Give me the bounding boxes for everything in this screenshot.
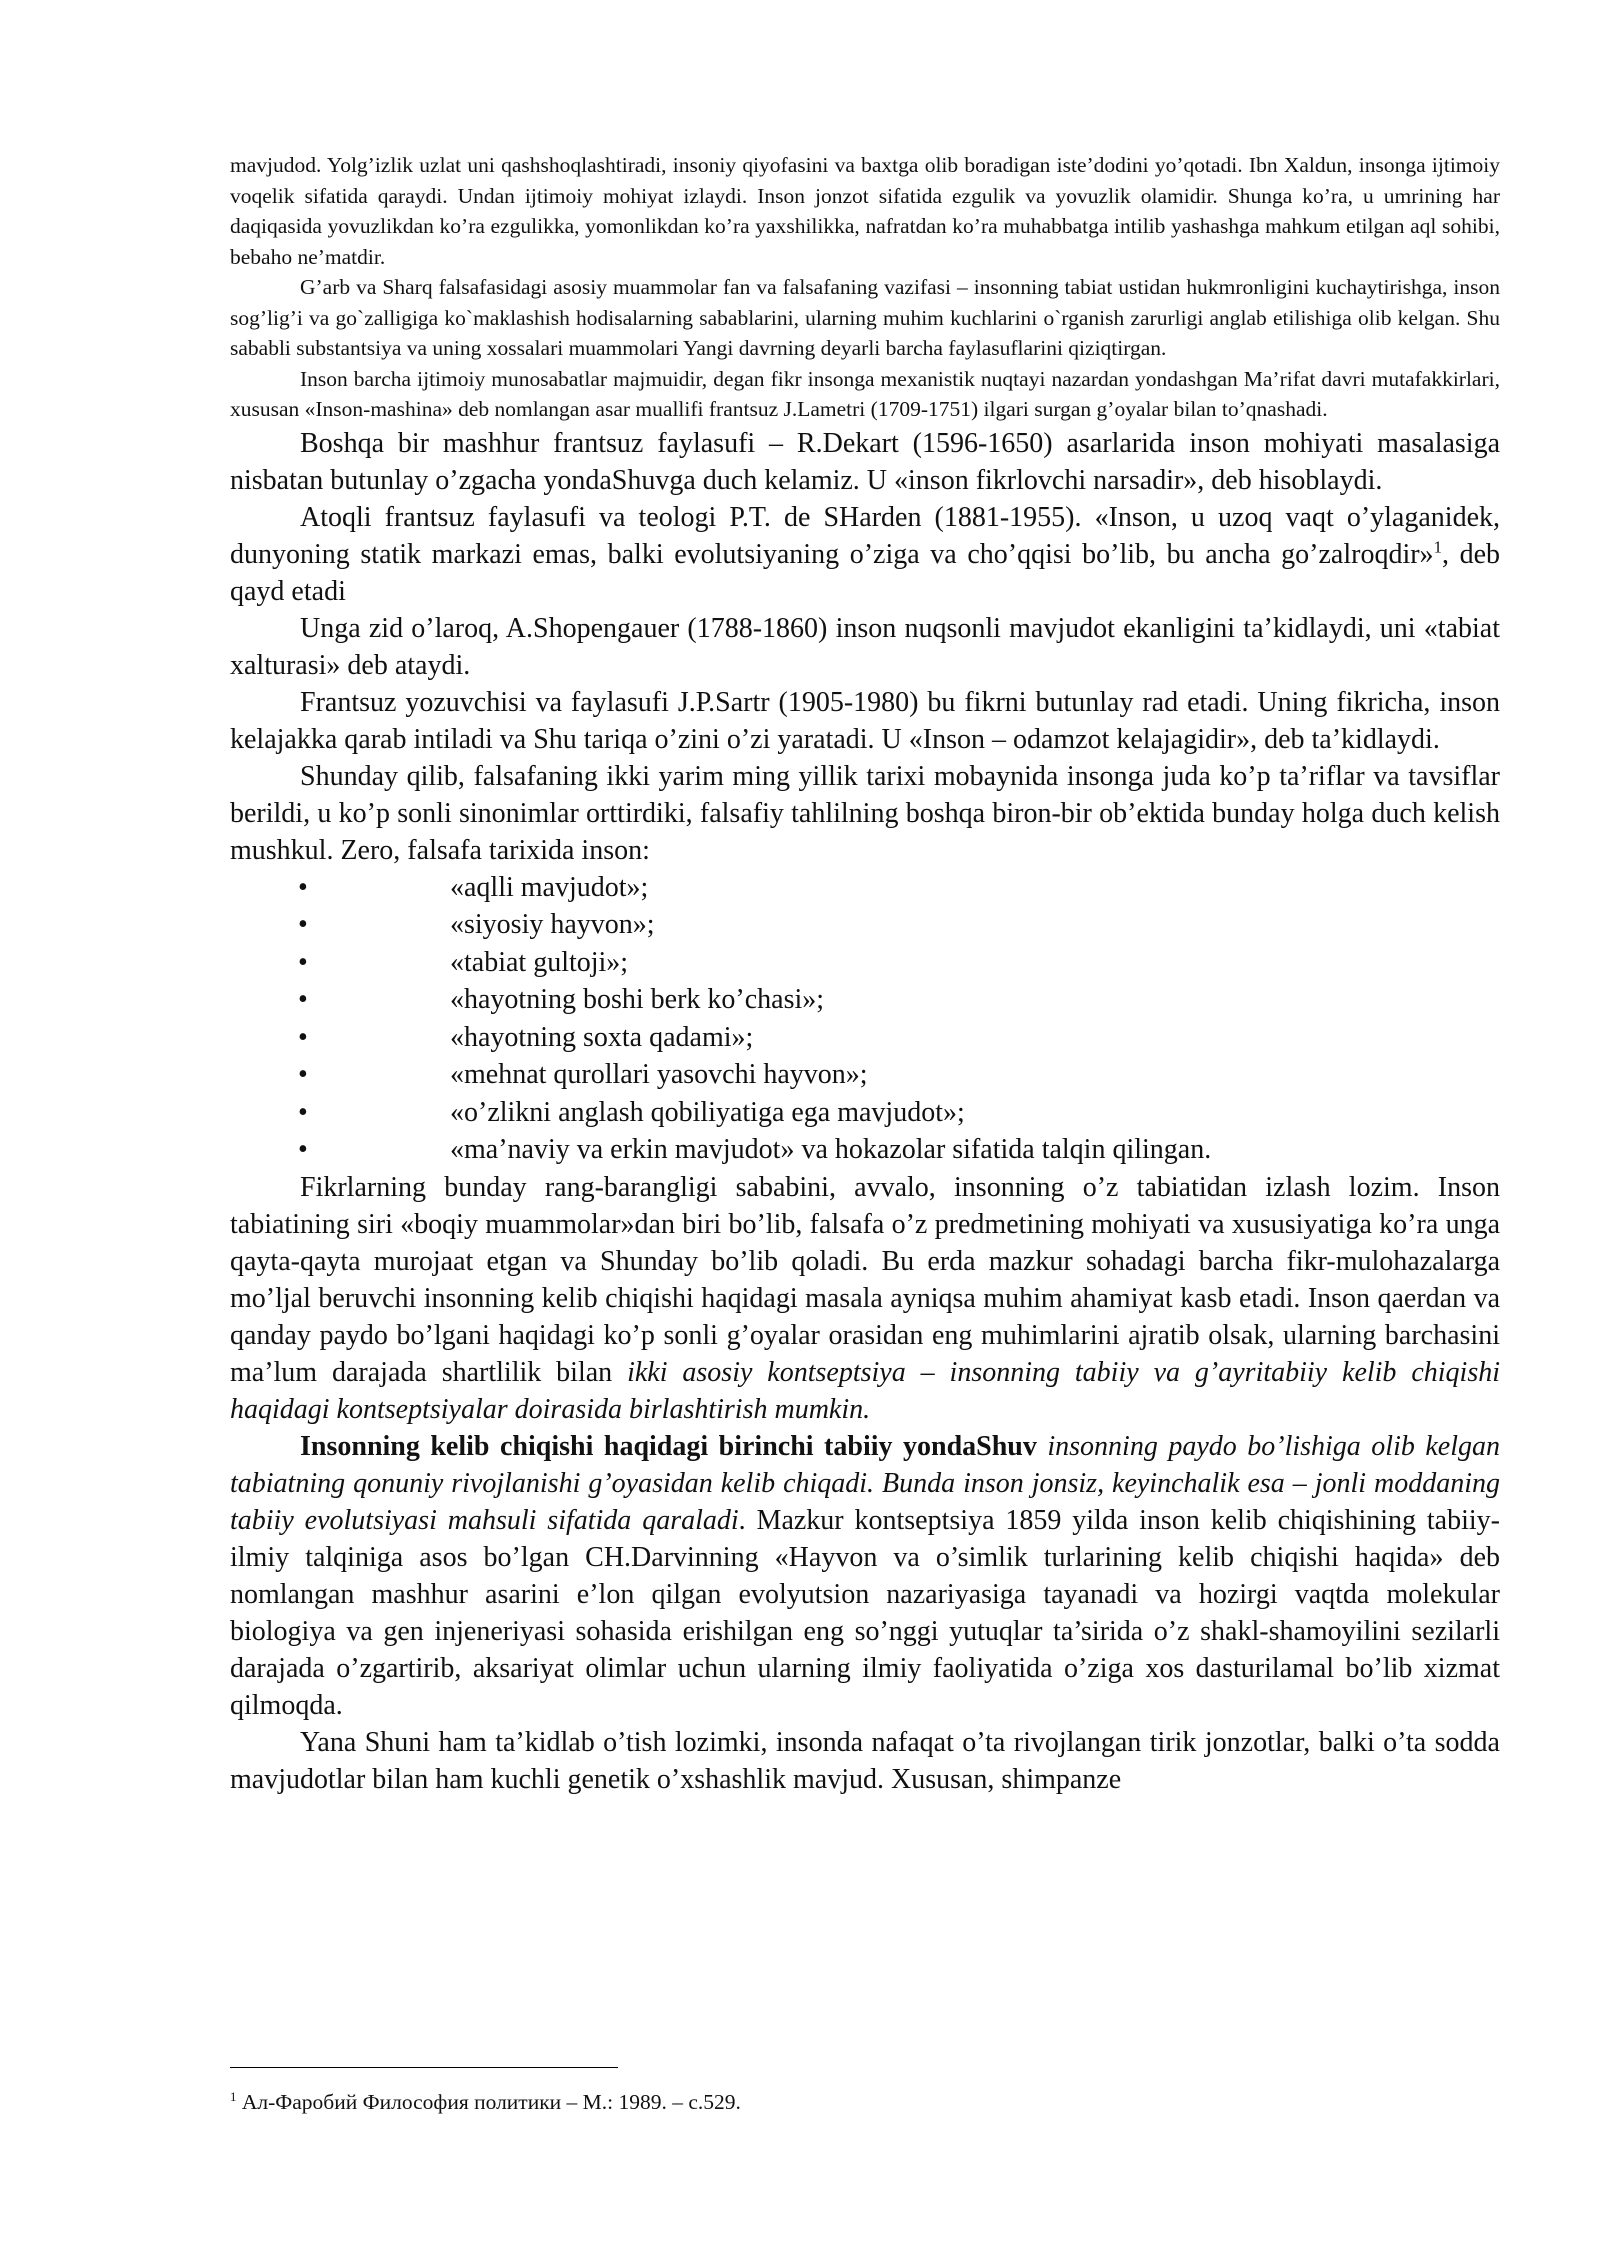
list-item bbox=[230, 1094, 1500, 1132]
sharden-tail: , deb qayd etadi bbox=[230, 538, 1500, 607]
footnote-text: Ал-Фаробий Философия политики – М.: 1989. – с.529. bbox=[236, 2090, 741, 2114]
paragraph-shopengauer: Unga zid o’laroq, A.Shopengauer (1788-1860) inson nuqsonli mavjudot ekanligini ta’kidlaydi, uni «tabiat xalturasi» deb ataydi. bbox=[230, 612, 1500, 681]
definition-list bbox=[230, 869, 1500, 1169]
list-item-text: «tabiat gultoji»; bbox=[450, 946, 629, 978]
bullet-icon: • bbox=[298, 909, 308, 940]
small-text-block bbox=[230, 150, 1500, 425]
paragraph-tabiiy-yondashuv bbox=[230, 1428, 1500, 1724]
paragraph-yana: Yana Shuni ham ta’kidlab o’tish lozimki, insonda nafaqat o’ta rivojlangan tirik jonzotlar, balki o’ta sodda mavjudotlar bilan ham kuchli genetik o’xshashlik mavjud. Xususan, shimpanze bbox=[230, 1726, 1500, 1795]
footnote-mark: 1 bbox=[230, 2089, 237, 2104]
list-item bbox=[230, 906, 1500, 944]
document-page bbox=[230, 150, 1500, 1798]
bullet-icon: • bbox=[298, 984, 308, 1015]
sharden-text: Atoqli frantsuz faylasufi va teologi P.T. de SHarden (1881-1955). «Inson, u uzoq vaqt o’ylaganidek, dunyoning statik markazi emas, balki evolutsiyaning o’ziga va cho’qqisi bo’lib, bu ancha go’zalroqdir» bbox=[230, 501, 1500, 570]
paragraph-shunday: Shunday qilib, falsafaning ikki yarim ming yillik tarixi mobaynida insonga juda ko’p ta’riflar va tavsiflar berildi, u ko’p sonli sinonimlar orttirdiki, falsafiy tahlilning boshqa biron-bir ob’ektida bunday holga duch kelish mushkul. Zero, falsafa tarixida inson: bbox=[230, 760, 1500, 866]
footnote bbox=[230, 2088, 741, 2116]
bullet-icon: • bbox=[298, 1059, 308, 1090]
list-item bbox=[230, 1019, 1500, 1057]
tabiiy-heading-bold: Insonning kelib chiqishi haqidagi birinchi tabiiy yondaShuv bbox=[300, 1430, 1037, 1462]
footnote-reference[interactable]: 1 bbox=[1433, 537, 1442, 557]
list-item bbox=[230, 869, 1500, 907]
list-item bbox=[230, 1131, 1500, 1169]
bullet-icon: • bbox=[298, 1021, 308, 1053]
main-text-block bbox=[230, 425, 1500, 869]
paragraph-sartr: Frantsuz yozuvchisi va faylasufi J.P.Sartr (1905-1980) bu fikrni butunlay rad etadi. Uning fikricha, inson kelajakka qarab intiladi va Shu tariqa o’zini o’zi yaratadi. U «Inson – odamzot kelajagidir», deb ta’kidlaydi. bbox=[230, 686, 1500, 755]
main-text-block-2 bbox=[230, 1169, 1500, 1798]
footnote-separator bbox=[230, 2067, 618, 2068]
list-item-text: «ma’naviy va erkin mavjudot» va hokazolar sifatida talqin qilingan. bbox=[450, 1134, 1212, 1165]
fikrlar-italic: ikki asosiy kontseptsiya – insonning tabiiy va g’ayritabiiy kelib chiqishi haqidagi kontseptsiyalar doirasida birlashtirish mumkin. bbox=[230, 1356, 1501, 1425]
paragraph-ibn-xaldun: mavjudod. Yolg’izlik uzlat uni qashshoqlashtiradi, insoniy qiyofasini va baxtga olib boradigan iste’dodini yo’qotadi. Ibn Xaldun, insonga ijtimoiy voqelik sifatida qaraydi. Undan ijtimoiy mohiyat izlaydi. Inson jonzot sifatida ezgulik va yovuzlik olamidir. Shunga ko’ra, u umrining har daqiqasida yovuzlikdan ko’ra ezgulikka, yomonlikdan ko’ra yaxshilikka, nafratdan ko’ra muhabbatga intilib yashashga mahkum etilgan aql sohibi, bebaho ne’matdir. bbox=[230, 153, 1500, 269]
list-item-text: «aqlli mavjudot»; bbox=[450, 871, 649, 903]
tabiiy-italic: insonning paydo bo’lishiga olib kelgan tabiatning qonuniy rivojlanishi g’oyasidan kelib chiqadi. Bunda inson jonsiz, keyinchalik esa – jonli moddaning tabiiy evolutsiyasi mahsuli sifatida qaraladi bbox=[230, 1430, 1501, 1536]
tabiiy-text: . Mazkur kontseptsiya 1859 yilda inson kelib chiqishining tabiiy-ilmiy talqiniga asos bo’lgan CH.Darvinning «Hayvon va o’simlik turlarining kelib chiqishi haqida» deb nomlangan mashhur asarini e’lon qilgan evolyutsion nazariyasiga tayanadi va hozirgi vaqtda molekular biologiya va gen injeneriyasi sohasida erishilgan eng so’nggi yutuqlar ta’sirida o’z shakl-shamoyilini sezilarli darajada o’zgartirib, aksariyat olimlar uchun ularning ilmiy faoliyatida o’ziga xos dasturilamal bo’lib xizmat qilmoqda. bbox=[230, 1504, 1500, 1721]
bullet-icon: • bbox=[298, 946, 308, 978]
paragraph-dekart: Boshqa bir mashhur frantsuz faylasufi – R.Dekart (1596-1650) asarlarida inson mohiyati masalasiga nisbatan butunlay o’zgacha yondaShuvga duch kelamiz. U «inson fikrlovchi narsadir», deb hisoblaydi. bbox=[230, 427, 1500, 496]
paragraph-sharden bbox=[230, 499, 1500, 610]
list-item bbox=[230, 1056, 1500, 1094]
list-item-text: «hayotning boshi berk ko’chasi»; bbox=[450, 984, 825, 1015]
list-item-text: «mehnat qurollari yasovchi hayvon»; bbox=[450, 1059, 868, 1090]
list-item-text: «siyosiy hayvon»; bbox=[450, 909, 655, 940]
list-item bbox=[230, 944, 1500, 982]
fikrlar-text: Fikrlarning bunday rang-barangligi sababini, avvalo, insonning o’z tabiatidan izlash lozim. Inson tabiatining siri «boqiy muammolar»dan biri bo’lib, falsafa o’z predmetining mohiyati va xususiyatiga ko’ra unga qayta-qayta murojaat etgan va Shunday bo’lib qoladi. Bu erda mazkur sohadagi barcha fikr-mulohazalarga mo’ljal beruvchi insonning kelib chiqishi haqidagi masala ayniqsa muhim ahamiyat kasb etadi. Inson qaerdan va qanday paydo bo’lgani haqidagi ko’p sonli g’oyalar orasidan eng muhimlarini ajratib olsak, ularning barchasini ma’lum darajada shartlilik bilan bbox=[230, 1171, 1500, 1388]
bullet-icon: • bbox=[298, 871, 308, 903]
bullet-icon: • bbox=[298, 1134, 308, 1165]
list-item-text: «hayotning soxta qadami»; bbox=[450, 1021, 754, 1053]
list-item bbox=[230, 981, 1500, 1019]
bullet-icon: • bbox=[298, 1096, 308, 1128]
paragraph-lametri: Inson barcha ijtimoiy munosabatlar majmuidir, degan fikr insonga mexanistik nuqtayi nazardan yondashgan Ma’rifat davri mutafakkirlari, xususan «Inson-mashina» deb nomlangan asar muallifi frantsuz J.Lametri (1709-1751) ilgari surgan g’oyalar bilan to’qnashadi. bbox=[230, 366, 1500, 421]
paragraph-fikrlar bbox=[230, 1169, 1500, 1428]
paragraph-garb-sharq: G’arb va Sharq falsafasidagi asosiy muammolar fan va falsafaning vazifasi – insonning tabiat ustidan hukmronligini kuchaytirishga, inson sog’lig’i va go`zalligiga ko`maklashish hodisalarning sabablarini, ularning muhim kuchlarini o`rganish zarurligi anglab etilishiga olib kelgan. Shu sababli substantsiya va uning xossalari muammolari Yangi davrning deyarli barcha faylasuflarini qiziqtirgan. bbox=[230, 275, 1500, 360]
list-item-text: «o’zlikni anglash qobiliyatiga ega mavjudot»; bbox=[450, 1096, 965, 1128]
